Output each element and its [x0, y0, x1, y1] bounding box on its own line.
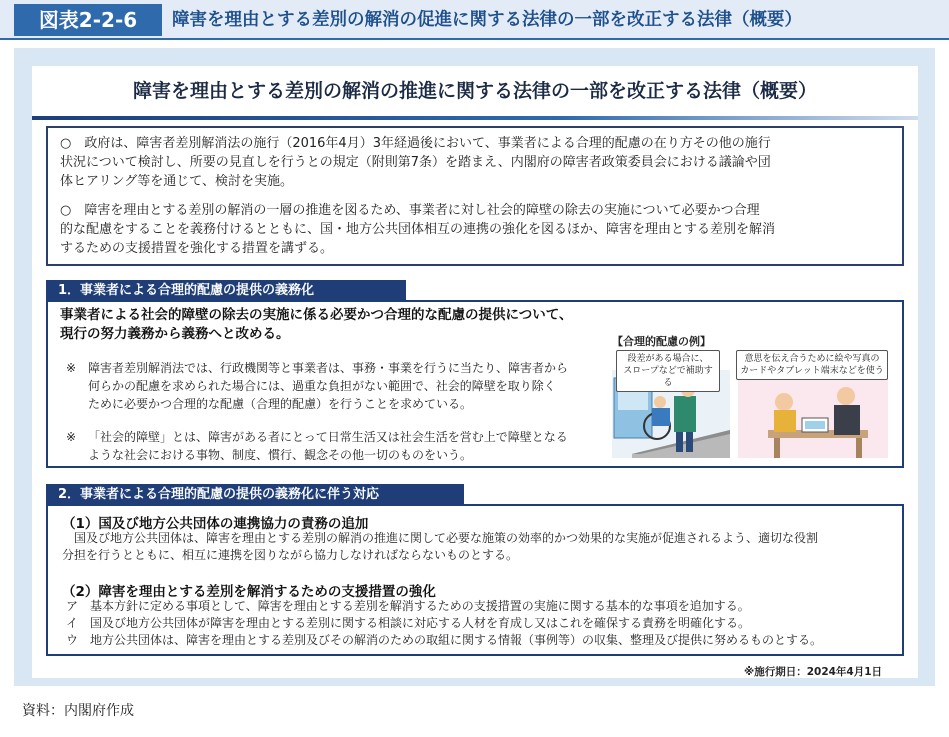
body-line: 国及び地方公共団体は、障害を理由とする差別の解消の推進に関して必要な施策の効率的かつ効果的な実施が促進されるよう、適切な役割 [74, 531, 819, 545]
caption-line: 段差がある場合に、 [627, 354, 709, 364]
note-2 [88, 428, 608, 464]
section2-sub1-heading: （1）国及び地方公共団体の連携協力の責務の追加 [62, 516, 369, 532]
note-1 [88, 359, 608, 413]
note-mark-1: ※ [66, 361, 77, 375]
note-mark-2: ※ [66, 430, 77, 444]
overview-line: 的な配慮をすることを義務付けるとともに、国・地方公共団体相互の連携の強化を図るほか、障害を理由とする差別を解消 [60, 222, 776, 237]
caption-line: スロープなどで補助する [623, 366, 713, 388]
list-item: イ 国及び地方公共団体が障害を理由とする差別に関する相談に対応する人材を育成し又はこれを確保する責務を明確化する。 [66, 616, 751, 630]
overview-box [46, 126, 904, 266]
section1-lead [60, 306, 572, 344]
overview-line: 体ヒアリング等を通じて、検討を実施。 [60, 174, 293, 189]
effective-date: ※施行期日：2024年4月1日 [744, 666, 883, 678]
note-line: 障害者差別解消法では、行政機関等と事業者は、事務・事業を行うに当たり、障害者から [88, 361, 569, 375]
note-line: ために必要かつ合理的な配慮（合理的配慮）を行うことを求めている。 [88, 397, 473, 411]
section2-sub2-heading: （2）障害を理由とする差別を解消するための支援措置の強化 [62, 584, 436, 600]
caption-line: カードやタブレット端末などを使う [740, 366, 884, 376]
title-underline [32, 116, 918, 120]
list-item: ア 基本方針に定める事項として、障害を理由とする差別を解消するための支援措置の実施に関する基本的な事項を追加する。 [66, 599, 750, 613]
lead-line: 事業者による社会的障壁の除去の実施に係る必要かつ合理的な配慮の提供について、 [60, 307, 573, 323]
note-line: 「社会的障壁」とは、障害がある者にとって日常生活又は社会生活を営む上で障壁となる [88, 430, 568, 444]
overview-paragraph-2 [62, 201, 892, 258]
figure-header [0, 0, 949, 40]
overview-line: ○ 障害を理由とする差別の解消の一層の推進を図るため、事業者に対し社会的障壁の除去の実施について必要かつ合理 [60, 203, 760, 218]
overview-line: ○ 政府は、障害者差別解消法の施行（2016年4月）3年経過後において、事業者による合理的配慮の在り方その他の施行 [60, 136, 771, 151]
figure-title: 障害を理由とする差別の解消の促進に関する法律の一部を改正する法律（概要） [172, 10, 802, 30]
overview-paragraph-1 [62, 134, 892, 191]
body-line: 分担を行うとともに、相互に連携を図りながら協力しなければならないものとする。 [62, 548, 519, 562]
section1-heading: 1．事業者による合理的配慮の提供の義務化 [46, 280, 406, 302]
caption-line: 意思を伝え合うために絵や写真の [744, 354, 880, 364]
overview-line: するための支援措置を強化する措置を講ずる。 [60, 241, 334, 256]
main-title: 障害を理由とする差別の解消の推進に関する法律の一部を改正する法律（概要） [132, 80, 817, 102]
source-note: 資料：内閣府作成 [22, 703, 134, 719]
lead-line: 現行の努力義務から義務へと改める。 [60, 326, 290, 342]
example2-caption [736, 350, 888, 380]
example-label: 【合理的配慮の例】 [612, 335, 711, 348]
section2-sub1-body [62, 530, 818, 564]
note-line: ような社会における事物、制度、慣行、観念その他一切のものをいう。 [88, 448, 473, 462]
note-line: 何らかの配慮を求められた場合には、過重な負担がない範囲で、社会的障壁を取り除く [88, 379, 556, 393]
overview-line: 状況について検討し、所要の見直しを行うとの規定（附則第7条）を踏まえ、内閣府の障害者政策委員会における議論や団 [60, 155, 771, 170]
section2-heading: 2．事業者による合理的配慮の提供の義務化に伴う対応 [46, 484, 464, 506]
example1-caption [616, 350, 720, 392]
figure-label: 図表2-2-6 [14, 4, 162, 36]
list-item: ウ 地方公共団体は、障害を理由とする差別及びその解消のための取組に関する情報（事例等）の収集、整理及び提供に努めるものとする。 [66, 633, 823, 647]
section2-sub2-body [66, 598, 822, 649]
